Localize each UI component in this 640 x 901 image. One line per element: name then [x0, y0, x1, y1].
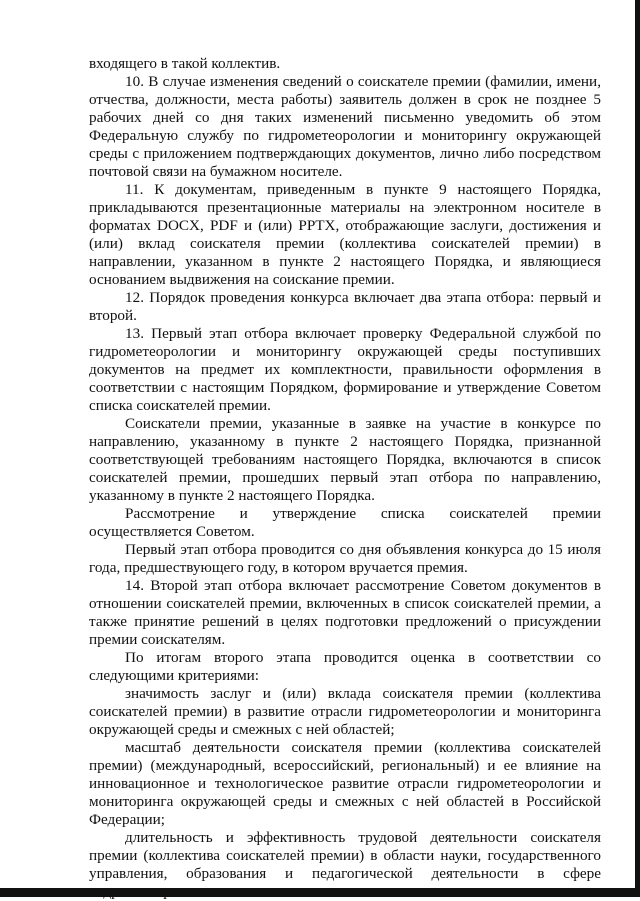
scan-edge-bottom — [0, 888, 640, 897]
paragraph-criterion-duration: длительность и эффективность трудовой деятельности соискателя премии (коллектива соискателей премии) в области науки, государственного управления, образования и педагогической деятельности в сфере — [89, 829, 601, 882]
document-body — [89, 55, 601, 901]
paragraph-continuation: входящего в такой коллектив. — [89, 55, 281, 72]
paragraph-item-10: 10. В случае изменения сведений о соискателе премии (фамилии, имени, отчества, должности, места работы) заявитель должен в срок не позднее 5 рабочих дней со дня таких изменений письменно уведомить об этом Федеральную службу по гидрометеорологии и мониторингу окружающей среды с приложением подтверждающих документов, лично либо посредством почтовой связи на бумажном носителе. — [89, 73, 601, 180]
paragraph-criterion-scale: масштаб деятельности соискателя премии (коллектива соискателей премии) (международный, всероссийский, региональный) и ее влияние на инновационное и технологическое развитие отрасли гидрометеорологии и мониторинга окружающей среды и смежных с ней областей в Российской Федерации; — [89, 739, 601, 828]
paragraph-item-13: 13. Первый этап отбора включает проверку Федеральной службой по гидрометеорологии и мониторингу окружающей среды поступивших документов на предмет их комплектности, правильности оформления в соответствии с настоящим Порядком, формирование и утверждение Советом списка соискателей премии. — [89, 325, 601, 414]
scan-edge-right — [635, 0, 640, 897]
paragraph-criterion-significance: значимость заслуг и (или) вклада соискателя премии (коллектива соискателей премии) в развитие отрасли гидрометеорологии и мониторинга окружающей среды и смежных с ней областей; — [89, 685, 601, 738]
paragraph-first-stage-timing: Первый этап отбора проводится со дня объявления конкурса до 15 июля года, предшествующего году, в котором вручается премия. — [89, 541, 601, 576]
paragraph-criteria-intro: По итогам второго этапа проводится оценка в соответствии со следующими критериями: — [89, 649, 601, 684]
paragraph-approval: Рассмотрение и утверждение списка соискателей премии осуществляется Советом. — [89, 505, 601, 540]
paragraph-applicants-list: Соискатели премии, указанные в заявке на участие в конкурсе по направлению, указанному в пункте 2 настоящего Порядка, признанной соответствующей требованиям настоящего Порядка, включаются в список соискателей премии, прошедших первый этап отбора по направлению, указанному в пункте 2 настоящего Порядка. — [89, 415, 601, 504]
paragraph-item-12: 12. Порядок проведения конкурса включает два этапа отбора: первый и второй. — [89, 289, 601, 324]
paragraph-item-11: 11. К документам, приведенным в пункте 9 настоящего Порядка, прикладываются презентационные материалы на электронном носителе в форматах DOCX, PDF и (или) PPTX, отображающие заслуги, достижения и (или) вклад соискателя премии (коллектива соискателей премии) в направлении, указанном в пункте 2 настоящего Порядка, и являющиеся основанием выдвижения на соискание премии. — [89, 181, 601, 288]
paragraph-item-14: 14. Второй этап отбора включает рассмотрение Советом документов в отношении соискателей премии, включенных в список соискателей премии, а также принятие решений в целях подготовки предложений о присуждении премии соискателям. — [89, 577, 601, 648]
